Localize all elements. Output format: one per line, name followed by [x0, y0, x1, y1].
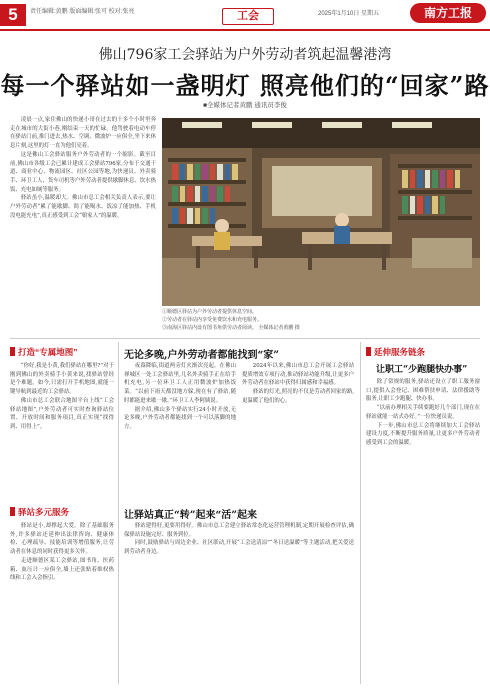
article-photo	[162, 118, 480, 306]
paragraph: 除了常规的服务,驿站还设立了职工服务窗口,提供入会登记、困难帮扶申请、法律援助等服务,让职工少跑腿、快办事。	[366, 379, 480, 403]
left-section-title: 打造“专属地图”	[10, 346, 78, 358]
article-headline: 每一个驿站如一盏明灯 照亮他们的“回家”路	[0, 71, 490, 100]
paragraph: 佛山市总工会联合地图平台上线“工会驿站地图”,户外劳动者可实时查询驿站位置、开放时间和服务项目,真正实现“找得到、用得上”。	[10, 397, 114, 430]
column-divider	[360, 342, 361, 684]
article-byline: ■全媒体记者黄鹏 通讯员李俊	[203, 102, 287, 109]
issue-date: 2025年1月10日 星期五	[318, 11, 380, 17]
column-divider	[118, 342, 119, 684]
page-header	[0, 0, 490, 30]
center-column-text-2	[242, 362, 354, 502]
paragraph: 驿站建得好,更要用得好。佛山市总工会建立驿站常态化运营管理机制,定期开展检查评估,确保驿站设施完好、服务到位。	[124, 523, 354, 538]
center-subhead: 无论多晚,户外劳动者都能找到“家”	[124, 350, 279, 361]
center-subhead-2: 让驿站真正“转”起来“活”起来	[124, 510, 258, 521]
paragraph: “你好,我是小黄,我们驿站在哪里?”对于刚到佛山的外卖骑手小黄来说,找驿站曾经是个难题。如今,只需打开手机地图,就能一键导航到最近的工会驿站。	[10, 363, 114, 396]
left-column-text	[10, 362, 114, 502]
caption: ②劳动者在驿站内享受免费饮水和充电服务。	[162, 317, 263, 323]
section-divider	[10, 338, 480, 339]
right-section-title: 延伸服务链条	[366, 346, 425, 358]
paragraph: 驿站的灯光,照亮的不仅是劳动者回家的路,更温暖了他们的心。	[242, 389, 354, 404]
paragraph: 这是佛山工会驿站服务户外劳动者的一个缩影。截至目前,佛山市各级工会已累计建成工会驿站796家,分布于交通干道、商业中心、物流园区、社区公园等地,为快递员、外卖骑手、环卫工人、货车司机等户外劳动者提供歇脚休息、饮水热饭、充电如厕等服务。	[10, 151, 156, 193]
paragraph: 走进顺德区某工会驿站,图书角、医药箱、血压计一应俱全,墙上还张贴着维权热线和工会入会指引。	[10, 557, 114, 582]
page-number: 5	[0, 4, 26, 26]
left-column2-text	[10, 522, 114, 682]
paragraph: 夜幕降临,街道两旁灯火渐次亮起。在佛山禅城区一处工会驿站里,几名外卖骑手正在给手机充电,另一位环卫工人正用微波炉加热饭菜。“以前下雨天都没地方躲,现在有了驿站,随时都能进来歇一歇。”环卫工人李阿姨说。	[124, 363, 236, 404]
paragraph: “以前办理相关手续要跑好几个部门,现在在驿站就能一站式办好。”一位快递员说。	[366, 405, 480, 420]
paragraph: 凌晨一点,家住佛山的快递小哥在过去的十多个小时里奔走在城市的大街小巷,刚结束一天的忙碌。他驾驶着电动车停在驿站门前,推门进去,热水、空调、微波炉一应俱全,坐下来休息片刻,这里的灯一直为他们亮着。	[10, 117, 156, 150]
caption: ③南海区驿站内设有图书角供劳动者阅读。 全媒体记者黄鹏 摄	[162, 325, 300, 331]
intro-text	[10, 116, 156, 306]
left-section2-title: 驿站多元服务	[10, 506, 69, 518]
right-column-text	[366, 378, 480, 682]
paragraph: 驿站虽小,温暖却大。佛山市总工会相关负责人表示,要让户外劳动者“累了能歇脚、渴了能喝水、饭凉了能加热、手机没电能充电”,真正感受到工会“娘家人”的温暖。	[10, 195, 156, 219]
photo-captions	[162, 308, 480, 332]
header-rule	[0, 29, 490, 31]
caption: ①顺德区驿站为户外劳动者提供休息空间。	[162, 309, 258, 315]
paragraph: 2024年以来,佛山市总工会开展工会驿站提质增效专项行动,推动驿站功能升级,让更多户外劳动者在驿站中获得归属感和幸福感。	[242, 363, 354, 387]
center-column-text	[124, 362, 236, 502]
editor-credits: 责任编辑:黄鹏 版面编辑:张可 校对:张亮	[30, 9, 135, 15]
paragraph: 驿站是小,却撑起大爱。除了基础服务外,许多驿站还延伸出法律咨询、健康体检、心理疏导、技能培训等增值服务,让劳动者在休息的同时获得更多关怀。	[10, 523, 114, 556]
paragraph: 同时,鼓励驿站与周边企业、社区联动,开展“工会送清凉”“冬日送温暖”等主题活动,把关爱送到劳动者身边。	[124, 540, 354, 556]
paragraph: 下一步,佛山市总工会将继续加大工会驿站建设力度,不断提升服务质量,让更多户外劳动者感受到工会的温暖。	[366, 422, 480, 446]
paragraph: 据介绍,佛山多个驿站实行24小时开放,无论多晚,户外劳动者都能找到一个可以落脚的地方。	[124, 406, 236, 430]
section-label: 工会	[222, 8, 274, 25]
article-kicker: 佛山796家工会驿站为户外劳动者筑起温馨港湾	[98, 47, 392, 63]
center2-column-text	[124, 522, 354, 682]
right-subhead: 让职工“少跑腿快办事”	[376, 365, 468, 375]
photo-illustration	[162, 118, 480, 306]
newspaper-logo: 南方工报	[410, 3, 486, 23]
